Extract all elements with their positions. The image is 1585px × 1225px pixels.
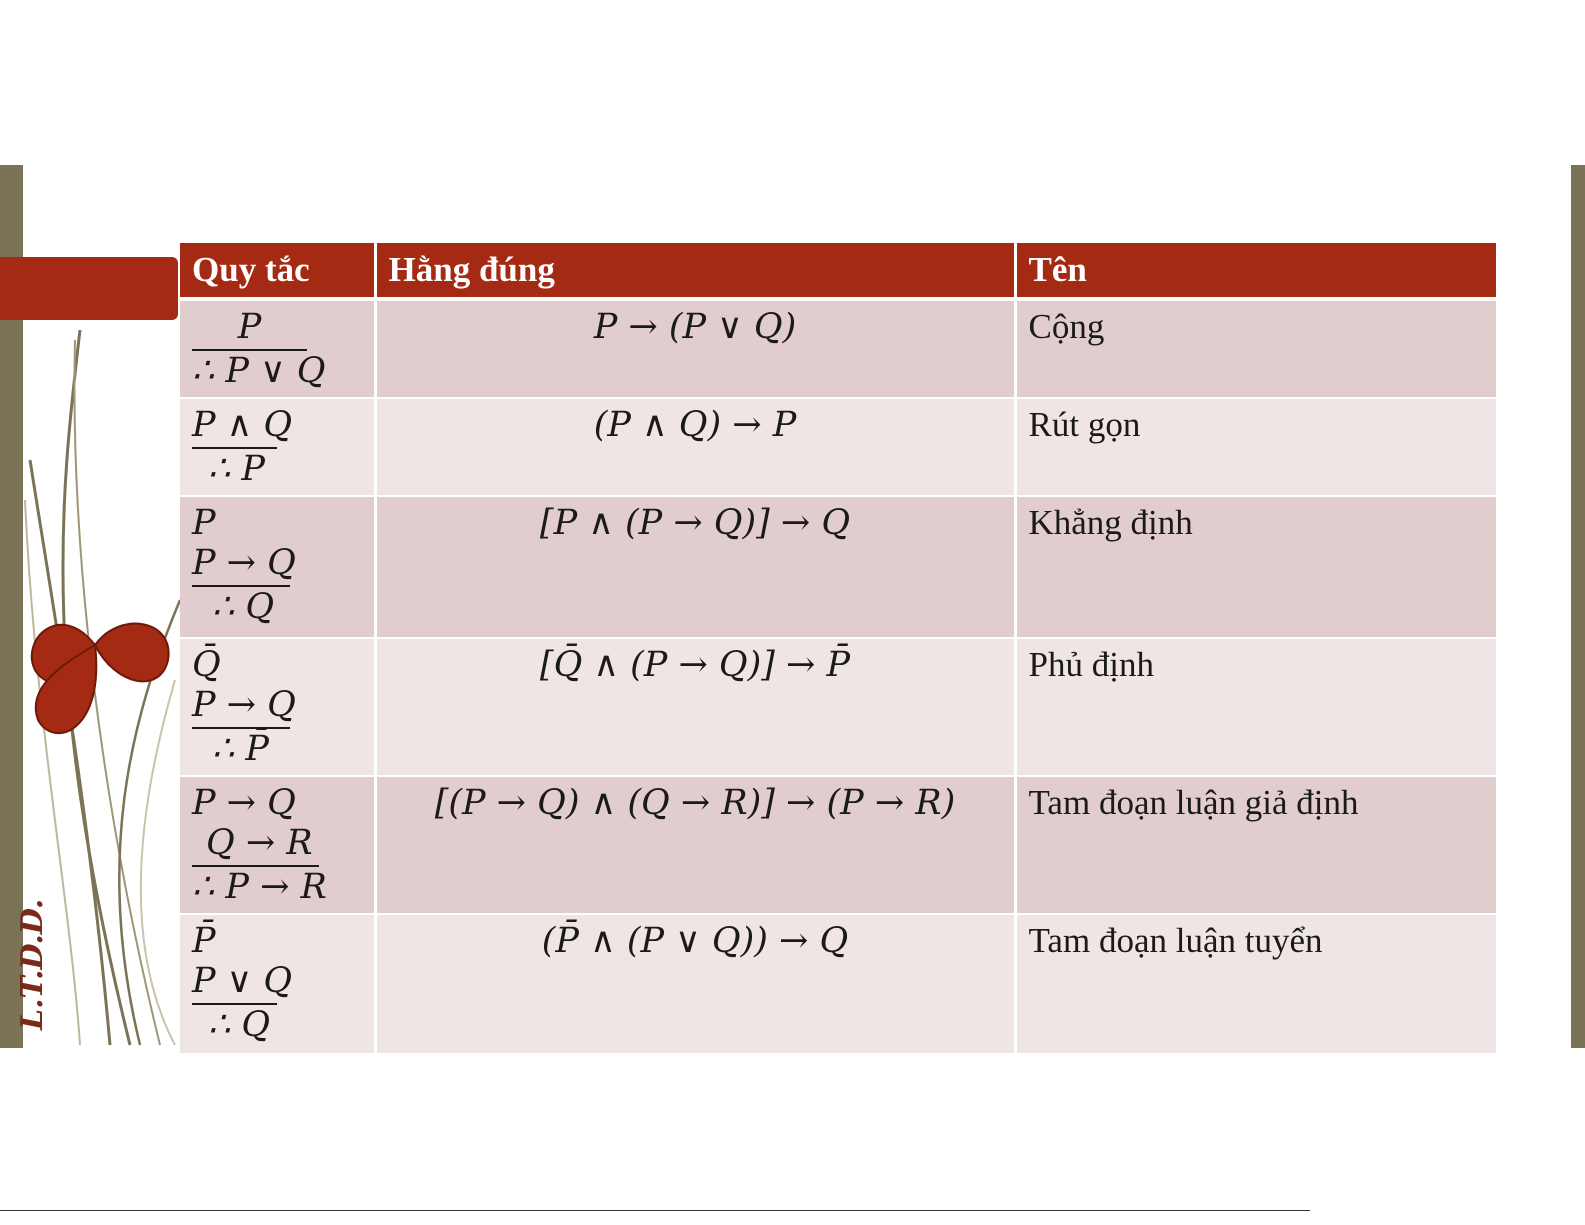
premise: P → Q (192, 543, 296, 583)
rule-conclusion: ∴ Q (212, 587, 275, 627)
rule-conclusion: ∴ P (208, 449, 265, 489)
table-row (180, 299, 1496, 398)
footer-divider (0, 1210, 1310, 1211)
table-row (180, 398, 1496, 496)
tautology-cell: [P ∧ (P → Q)] → Q (375, 496, 1015, 638)
rule-name-cell: Tam đoạn luận tuyển (1015, 914, 1496, 1054)
rule-premises (192, 921, 293, 1005)
premise: P → Q (192, 685, 296, 725)
table-row (180, 776, 1496, 914)
premise: Q → R (206, 823, 313, 863)
svg-text:L.T.D.D.: L.T.D.D. (15, 898, 50, 1030)
premise: P ∨ Q (192, 961, 293, 1001)
table-row (180, 914, 1496, 1054)
rule-conclusion: ∴ P → R (192, 867, 327, 907)
rule-conclusion: ∴ P̄ (212, 729, 269, 769)
header-rule: Quy tắc (180, 243, 375, 299)
rule-premises (192, 783, 319, 867)
rule-name-cell: Rút gọn (1015, 398, 1496, 496)
rule-name-cell: Tam đoạn luận giả định (1015, 776, 1496, 914)
premise: P̄ (192, 921, 216, 961)
rule-conclusion: ∴ P ∨ Q (192, 351, 326, 391)
rule-premises (192, 645, 296, 729)
rule-cell (180, 638, 375, 776)
header-tautology: Hằng đúng (375, 243, 1015, 299)
premise: P → Q (192, 783, 296, 823)
premise: P (192, 503, 216, 543)
rule-conclusion: ∴ Q (208, 1005, 271, 1045)
tautology-cell: [(P → Q) ∧ (Q → R)] → (P → R) (375, 776, 1015, 914)
rule-cell (180, 914, 375, 1054)
rule-premises (192, 503, 296, 587)
tautology-cell: P → (P ∨ Q) (375, 299, 1015, 398)
tautology-cell: (P ∧ Q) → P (375, 398, 1015, 496)
rule-cell (180, 299, 375, 398)
rule-cell (180, 776, 375, 914)
rule-name-cell: Cộng (1015, 299, 1496, 398)
rule-premises (192, 307, 307, 351)
rule-name-cell: Phủ định (1015, 638, 1496, 776)
table-row (180, 638, 1496, 776)
author-signature-mark (15, 880, 80, 1040)
premise: P (237, 307, 262, 347)
table-row (180, 496, 1496, 638)
tautology-cell: [Q̄ ∧ (P → Q)] → P̄ (375, 638, 1015, 776)
rule-cell (180, 496, 375, 638)
tautology-cell: (P̄ ∧ (P ∨ Q)) → Q (375, 914, 1015, 1054)
rule-premises (192, 405, 293, 449)
rule-cell (180, 398, 375, 496)
table-header-row (180, 243, 1496, 299)
rule-name-cell: Khẳng định (1015, 496, 1496, 638)
premise: Q̄ (192, 645, 221, 685)
inference-rules-table (180, 243, 1496, 1055)
premise: P ∧ Q (192, 405, 293, 445)
header-name: Tên (1015, 243, 1496, 299)
right-side-bar (1571, 165, 1585, 1048)
